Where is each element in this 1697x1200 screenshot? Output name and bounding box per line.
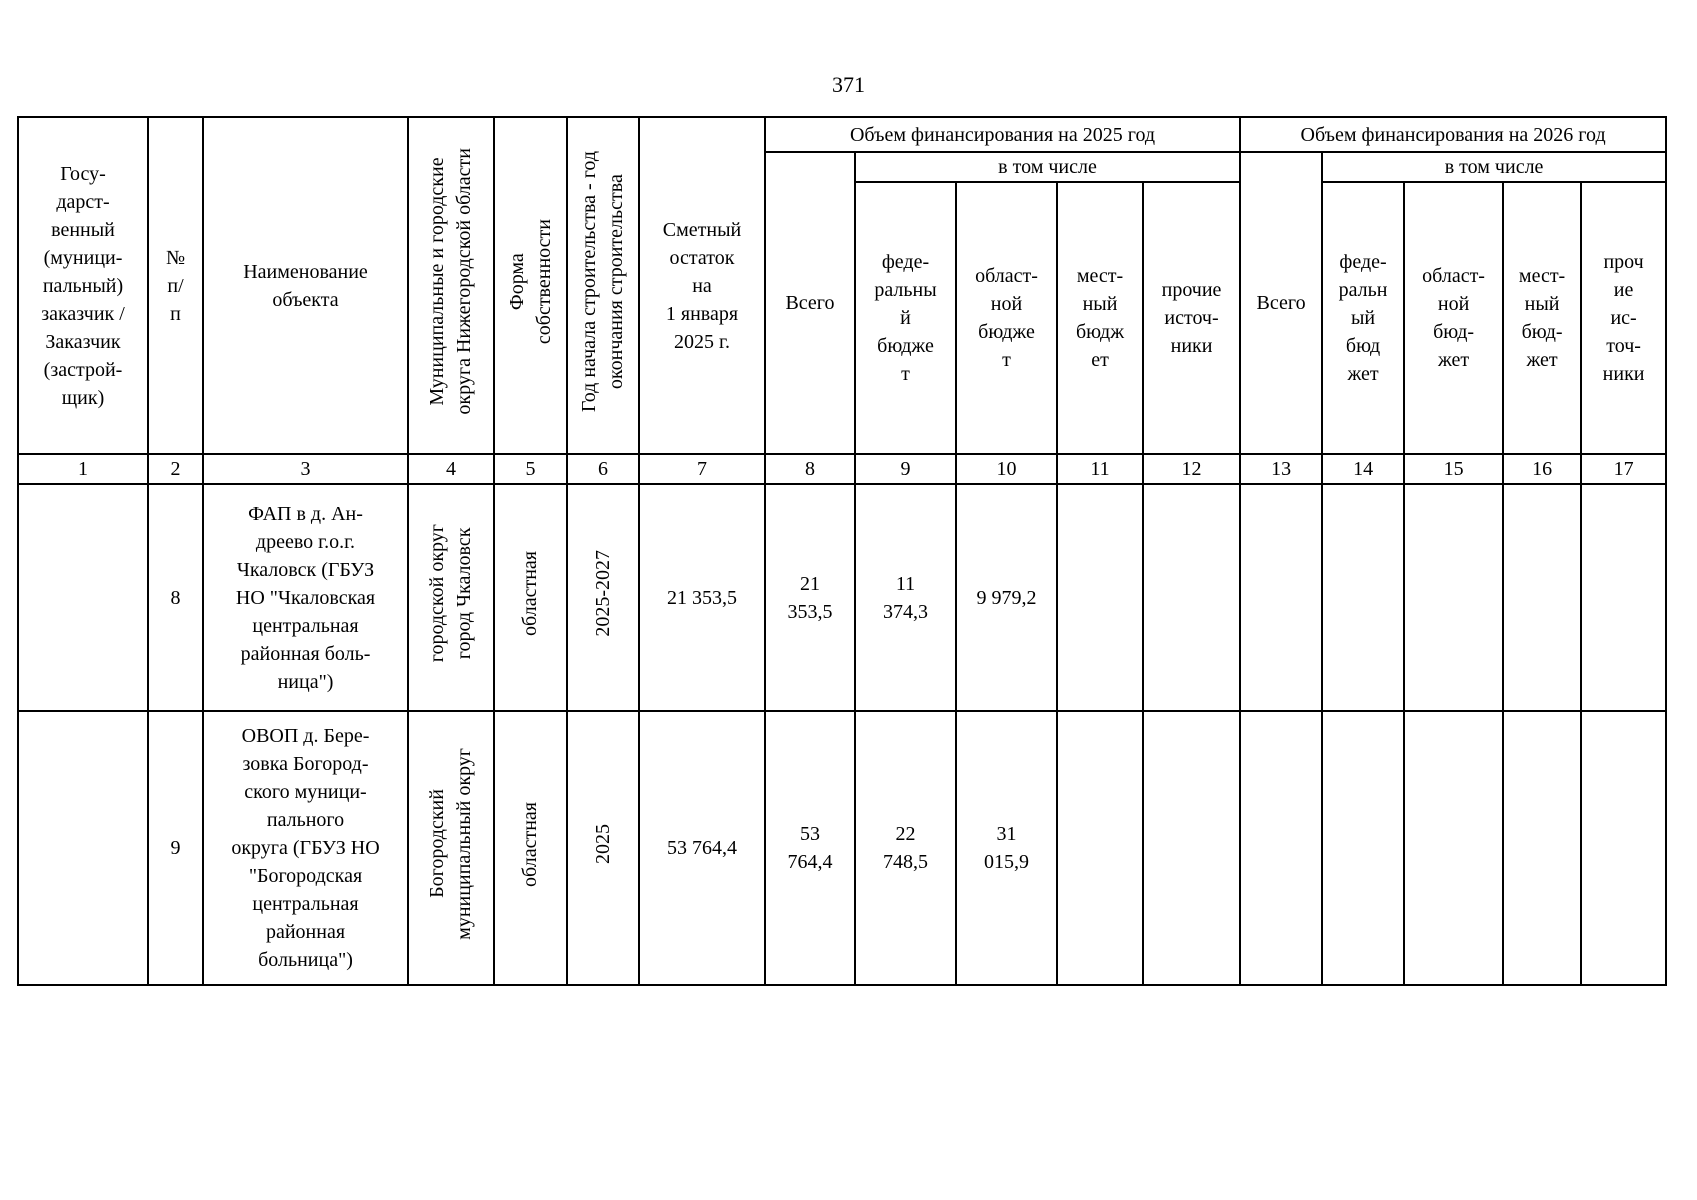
cell-regional-2026 — [1404, 711, 1503, 985]
cell-local-2025 — [1057, 711, 1143, 985]
cell-object-name: ФАП в д. Ан- дреево г.о.г. Чкаловск (ГБУЗ НО "Чкаловская центральная районная боль- ница") — [203, 484, 408, 711]
cell-municipality: городской округ город Чкаловск — [408, 484, 494, 711]
cell-ownership: областная — [494, 711, 567, 985]
column-number: 8 — [765, 454, 855, 484]
column-number: 1 — [18, 454, 148, 484]
cell-local-2025 — [1057, 484, 1143, 711]
header-row-top — [18, 117, 1666, 152]
header-federal-2026: феде- ральн ый бюд жет — [1322, 182, 1404, 454]
header-other-2026: проч ие ис- точ- ники — [1581, 182, 1666, 454]
header-municipality: Муниципальные и городские округа Нижегородской области — [408, 117, 494, 454]
table-row — [18, 484, 1666, 711]
cell-total-2025: 53 764,4 — [765, 711, 855, 985]
column-number: 16 — [1503, 454, 1581, 484]
cell-num: 8 — [148, 484, 203, 711]
cell-regional-2025: 9 979,2 — [956, 484, 1057, 711]
cell-other-2026 — [1581, 484, 1666, 711]
cell-federal-2026 — [1322, 484, 1404, 711]
column-number: 6 — [567, 454, 639, 484]
cell-federal-2026 — [1322, 711, 1404, 985]
header-object-name: Наименование объекта — [203, 117, 408, 454]
column-number: 15 — [1404, 454, 1503, 484]
cell-regional-2025: 31 015,9 — [956, 711, 1057, 985]
table-row — [18, 711, 1666, 985]
header-num: № п/ п — [148, 117, 203, 454]
header-years: Год начала строительства - год окончания строительства — [567, 117, 639, 454]
cell-other-2025 — [1143, 484, 1240, 711]
cell-object-name: ОВОП д. Бере- зовка Богород- ского муници- пального округа (ГБУЗ НО "Богородская центральная районная больница") — [203, 711, 408, 985]
column-number: 10 — [956, 454, 1057, 484]
column-number: 14 — [1322, 454, 1404, 484]
cell-years: 2025-2027 — [567, 484, 639, 711]
header-federal-2025: феде- ральны й бюдже т — [855, 182, 956, 454]
cell-other-2026 — [1581, 711, 1666, 985]
cell-local-2026 — [1503, 711, 1581, 985]
cell-estimate: 21 353,5 — [639, 484, 765, 711]
cell-other-2025 — [1143, 711, 1240, 985]
header-local-2025: мест- ный бюдж ет — [1057, 182, 1143, 454]
cell-federal-2025: 22 748,5 — [855, 711, 956, 985]
cell-years: 2025 — [567, 711, 639, 985]
column-number: 2 — [148, 454, 203, 484]
column-number: 7 — [639, 454, 765, 484]
cell-municipality: Богородский муниципальный округ — [408, 711, 494, 985]
cell-estimate: 53 764,4 — [639, 711, 765, 985]
cell-regional-2026 — [1404, 484, 1503, 711]
column-number: 3 — [203, 454, 408, 484]
header-ownership: Форма собственности — [494, 117, 567, 454]
header-total-2025: Всего — [765, 152, 855, 454]
header-funding-2026: Объем финансирования на 2026 год — [1240, 117, 1666, 152]
header-funding-2025: Объем финансирования на 2025 год — [765, 117, 1240, 152]
header-customer: Госу- дарст- венный (муници- пальный) заказчик / Заказчик (застрой- щик) — [18, 117, 148, 454]
header-including-2026: в том числе — [1322, 152, 1666, 182]
cell-local-2026 — [1503, 484, 1581, 711]
column-number: 9 — [855, 454, 956, 484]
cell-federal-2025: 11 374,3 — [855, 484, 956, 711]
header-local-2026: мест- ный бюд- жет — [1503, 182, 1581, 454]
cell-num: 9 — [148, 711, 203, 985]
header-regional-2026: област- ной бюд- жет — [1404, 182, 1503, 454]
header-other-2025: прочие источ- ники — [1143, 182, 1240, 454]
header-total-2026: Всего — [1240, 152, 1322, 454]
column-number: 12 — [1143, 454, 1240, 484]
cell-total-2026 — [1240, 484, 1322, 711]
page-number: 371 — [832, 72, 865, 97]
cell-total-2025: 21 353,5 — [765, 484, 855, 711]
financing-table — [17, 116, 1667, 986]
cell-customer — [18, 711, 148, 985]
column-numbers-row — [18, 454, 1666, 484]
cell-customer — [18, 484, 148, 711]
column-number: 4 — [408, 454, 494, 484]
column-number: 11 — [1057, 454, 1143, 484]
header-regional-2025: област- ной бюдже т — [956, 182, 1057, 454]
header-including-2025: в том числе — [855, 152, 1240, 182]
column-number: 13 — [1240, 454, 1322, 484]
header-estimate: Сметный остаток на 1 января 2025 г. — [639, 117, 765, 454]
cell-ownership: областная — [494, 484, 567, 711]
cell-total-2026 — [1240, 711, 1322, 985]
column-number: 17 — [1581, 454, 1666, 484]
column-number: 5 — [494, 454, 567, 484]
